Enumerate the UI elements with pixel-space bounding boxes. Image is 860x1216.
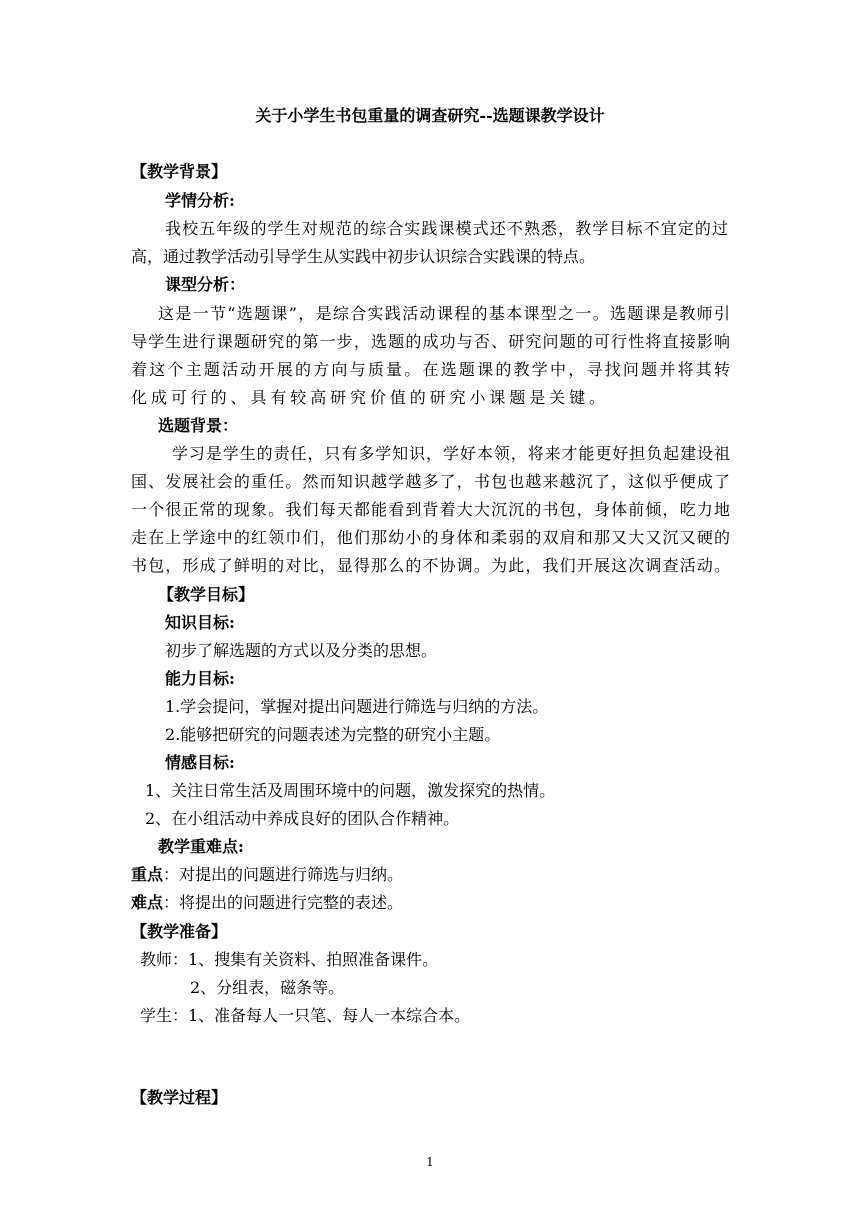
section-heading-process: 【教学过程】 (131, 1088, 228, 1107)
paragraph-line: 我校五年级的学生对规范的综合实践课模式还不熟悉，教学目标不宜定的过 (165, 219, 728, 238)
list-item: 1、关注日常生活及周围环境中的问题，激发探究的热情。 (145, 781, 556, 800)
page-number: 1 (426, 1155, 434, 1169)
ability-goal-heading: 能力目标: (165, 669, 235, 688)
paragraph-line: 书包，形成了鲜明的对比，显得那么的不协调。为此，我们开展这次调查活动。 (131, 556, 730, 575)
paragraph-line: 高，通过教学活动引导学生从实践中初步认识综合实践课的特点。 (131, 247, 596, 266)
difficulty-text: ：将提出的问题进行完整的表述。 (163, 893, 404, 912)
paragraph-line: 着这个主题活动开展的方向与质量。在选题课的教学中，寻找问题并将其转 (131, 360, 730, 379)
focus-line (131, 865, 403, 885)
paragraph-line: 这是一节“选题课”，是综合实践活动课程的基本课型之一。选题课是教师引 (158, 304, 730, 323)
list-item: 2.能够把研究的问题表述为完整的研究小主题。 (165, 725, 501, 744)
key-points-heading: 教学重难点: (158, 837, 244, 856)
difficulty-line (131, 893, 403, 913)
student-analysis-heading: 学情分析: (165, 191, 235, 210)
prep-item: 2、分组表，磁条等。 (190, 978, 345, 997)
paragraph-line: 一个很正常的现象。我们每天都能看到背着大大沉沉的书包，身体前倾，吃力地 (131, 500, 730, 519)
list-item: 2、在小组活动中养成良好的团队合作精神。 (145, 809, 460, 828)
lesson-type-heading: 课型分析： (165, 275, 246, 294)
prep-item: 教师：1、搜集有关资料、拍照准备课件。 (140, 950, 439, 969)
document-title: 关于小学生书包重量的调查研究--选题课教学设计 (255, 106, 605, 125)
prep-item: 学生：1、准备每人一只笔、每人一本综合本。 (140, 1006, 471, 1025)
section-heading-preparation: 【教学准备】 (131, 922, 228, 941)
list-item: 1.学会提问，掌握对提出问题进行筛选与归纳的方法。 (165, 697, 549, 716)
focus-label: 重点 (131, 865, 164, 884)
paragraph-line: 化成可行的、具有较高研究价值的研究小课题是关键。 (131, 388, 605, 407)
section-heading-goals: 【教学目标】 (158, 585, 255, 604)
focus-text: ：对提出的问题进行筛选与归纳。 (163, 865, 404, 884)
knowledge-goal-heading: 知识目标: (165, 613, 235, 632)
difficulty-label: 难点 (131, 893, 164, 912)
paragraph-line: 导学生进行课题研究的第一步，选题的成功与否、研究问题的可行性将直接影响 (131, 332, 730, 351)
paragraph-line: 学习是学生的责任，只有多学知识，学好本领，将来才能更好担负起建设祖 (172, 444, 730, 463)
knowledge-goal-text: 初步了解选题的方式以及分类的思想。 (165, 641, 438, 660)
topic-background-heading: 选题背景： (158, 416, 239, 435)
emotion-goal-heading: 情感目标: (165, 753, 235, 772)
paragraph-line: 国、发展社会的重任。然而知识越学越多了，书包也越来越沉了，这似乎便成了 (131, 472, 730, 491)
paragraph-line: 走在上学途中的红领巾们，他们那幼小的身体和柔弱的双肩和那又大又沉又硬的 (131, 528, 730, 547)
section-heading-background: 【教学背景】 (131, 162, 228, 181)
